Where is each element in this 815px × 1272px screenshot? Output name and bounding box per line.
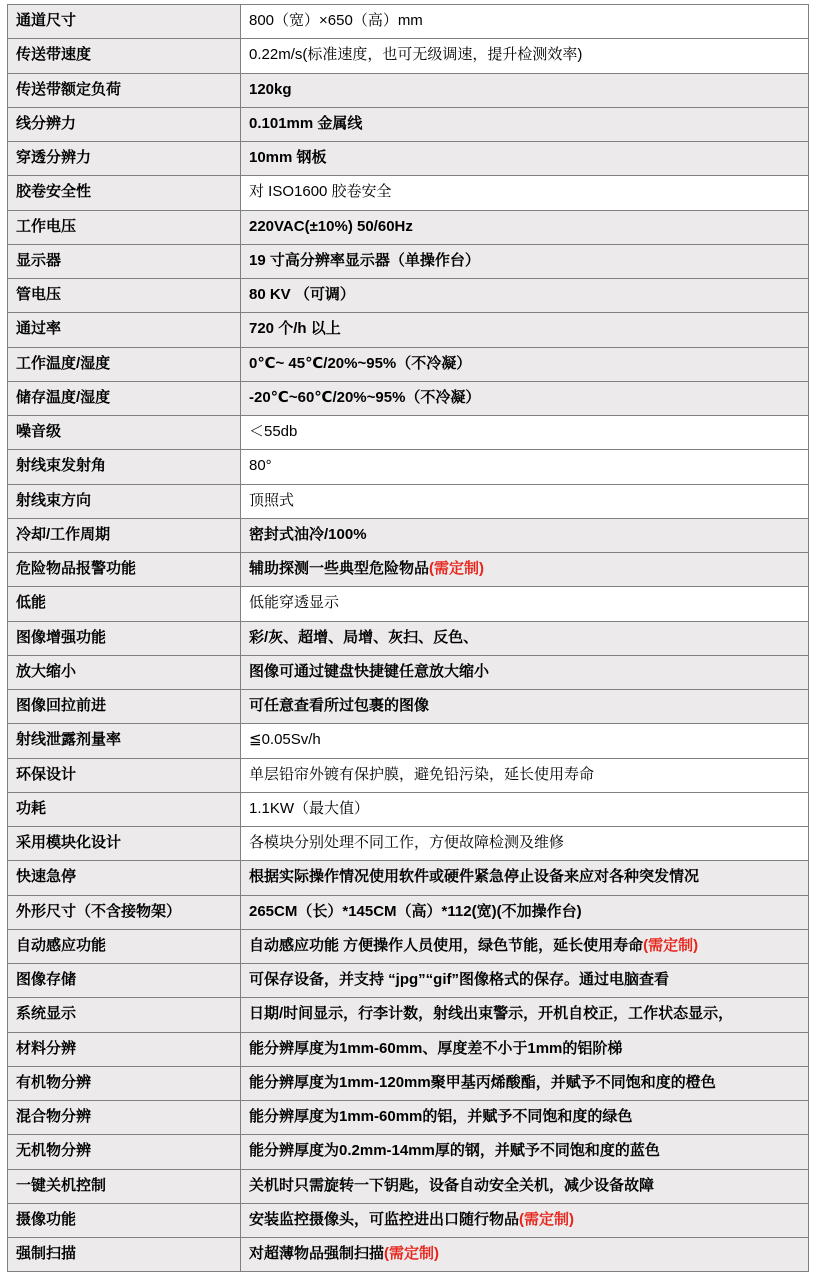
spec-label: 放大缩小 (8, 655, 241, 689)
spec-value (241, 1135, 809, 1169)
spec-value (241, 758, 809, 792)
spec-label: 穿透分辨力 (8, 142, 241, 176)
spec-label: 功耗 (8, 792, 241, 826)
spec-value-text: 220VAC(±10%) 50/60Hz (249, 217, 413, 235)
table-row (8, 1032, 809, 1066)
spec-label: 低能 (8, 587, 241, 621)
spec-value (241, 792, 809, 826)
spec-value (241, 998, 809, 1032)
spec-label: 传送带额定负荷 (8, 73, 241, 107)
spec-value (241, 861, 809, 895)
spec-label: 材料分辨 (8, 1032, 241, 1066)
spec-label: 快速急停 (8, 861, 241, 895)
spec-value-text: ＜55db (249, 423, 298, 440)
spec-value (241, 518, 809, 552)
spec-value (241, 1032, 809, 1066)
spec-value-text: 安装监控摄像头，可监控进出口随行物品 (249, 1210, 520, 1228)
table-row (8, 1101, 809, 1135)
spec-value-text: 80 KV （可调） (249, 286, 355, 303)
spec-label: 工作温度/湿度 (8, 347, 241, 381)
spec-value-text: 10mm 钢板 (249, 149, 327, 166)
spec-value (241, 279, 809, 313)
table-row (8, 1169, 809, 1203)
spec-value (241, 381, 809, 415)
specifications-table (7, 4, 809, 1272)
table-row (8, 450, 809, 484)
spec-value (241, 827, 809, 861)
spec-value-text: 19 寸高分辨率显示器（单操作台） (249, 251, 480, 269)
spec-value-text: -20℃~60℃/20%~95%（不冷凝） (249, 388, 481, 406)
spec-label: 无机物分辨 (8, 1135, 241, 1169)
spec-label: 冷却/工作周期 (8, 518, 241, 552)
spec-value (241, 1066, 809, 1100)
spec-value-text: 1.1KW（最大值） (249, 799, 370, 817)
spec-value-text: 根据实际操作情况使用软件或硬件紧急停止设备来应对各种突发情况 (249, 868, 700, 886)
spec-value-text: 能分辨厚度为1mm-120mm聚甲基丙烯酸酯，并赋予不同饱和度的橙色 (249, 1073, 716, 1091)
spec-value (241, 73, 809, 107)
table-row (8, 313, 809, 347)
spec-label: 显示器 (8, 244, 241, 278)
spec-value (241, 313, 809, 347)
spec-value-text: 80° (249, 457, 272, 475)
spec-label: 图像增强功能 (8, 621, 241, 655)
spec-value-text: 各模块分别处理不同工作，方便故障检测及维修 (249, 834, 565, 851)
spec-label: 外形尺寸（不含接物架） (8, 895, 241, 929)
spec-value (241, 210, 809, 244)
table-row (8, 1238, 809, 1272)
spec-label: 强制扫描 (8, 1238, 241, 1272)
spec-value-text: 可任意查看所过包裹的图像 (249, 697, 430, 714)
spec-value-text: 顶照式 (249, 491, 295, 509)
spec-label: 环保设计 (8, 758, 241, 792)
table-row (8, 347, 809, 381)
spec-label: 通过率 (8, 313, 241, 347)
spec-label: 系统显示 (8, 998, 241, 1032)
spec-value (241, 1203, 809, 1237)
table-row (8, 724, 809, 758)
spec-label: 传送带速度 (8, 39, 241, 73)
table-row (8, 176, 809, 210)
table-row (8, 1203, 809, 1237)
table-row (8, 1135, 809, 1169)
table-row (8, 690, 809, 724)
spec-value-text: 0.22m/s(标准速度，也可无级调速，提升检测效率) (249, 46, 583, 64)
spec-label: 管电压 (8, 279, 241, 313)
table-row (8, 587, 809, 621)
spec-value-note: (需定制) (429, 560, 485, 577)
table-row (8, 827, 809, 861)
table-row (8, 210, 809, 244)
table-row (8, 73, 809, 107)
table-row (8, 929, 809, 963)
spec-value-text: 密封式油冷/100% (249, 525, 367, 543)
spec-value-text: 图像可通过键盘快捷键任意放大缩小 (249, 662, 490, 680)
spec-value-text: 辅助探测一些典型危险物品 (249, 560, 430, 577)
table-row (8, 792, 809, 826)
spec-value-text: ≦0.05Sv/h (249, 731, 321, 749)
spec-value (241, 416, 809, 450)
spec-value-text: 可保存设备，并支持 “jpg”“gif”图像格式的保存。通过电脑查看 (249, 971, 669, 988)
spec-value-text: 低能穿透显示 (249, 594, 340, 612)
spec-value (241, 347, 809, 381)
spec-value-text: 0.101mm 金属线 (249, 114, 363, 132)
spec-value-text: 自动感应功能 方便操作人员使用，绿色节能，延长使用寿命 (249, 936, 644, 954)
spec-value (241, 484, 809, 518)
spec-label: 胶卷安全性 (8, 176, 241, 210)
spec-value-text: 能分辨厚度为0.2mm-14mm厚的钢，并赋予不同饱和度的蓝色 (249, 1142, 660, 1160)
table-row (8, 416, 809, 450)
table-row (8, 5, 809, 39)
spec-value-text: 0℃~ 45℃/20%~95%（不冷凝） (249, 354, 472, 372)
spec-value-text: 265CM（长）*145CM（高）*112(宽)(不加操作台) (249, 902, 582, 920)
table-row (8, 244, 809, 278)
table-row (8, 39, 809, 73)
table-row (8, 758, 809, 792)
table-row (8, 861, 809, 895)
spec-value-text: 彩/灰、超增、局增、灰扫、反色、 (249, 628, 479, 646)
spec-value (241, 724, 809, 758)
spec-label: 噪音级 (8, 416, 241, 450)
spec-value (241, 1238, 809, 1272)
spec-value (241, 107, 809, 141)
spec-label: 一键关机控制 (8, 1169, 241, 1203)
spec-label: 混合物分辨 (8, 1101, 241, 1135)
spec-value (241, 39, 809, 73)
table-row (8, 553, 809, 587)
spec-label: 危险物品报警功能 (8, 553, 241, 587)
table-row (8, 895, 809, 929)
spec-value-text: 日期/时间显示，行李计数，射线出束警示，开机自校正，工作状态显示， (249, 1005, 734, 1023)
spec-value (241, 690, 809, 724)
spec-value (241, 553, 809, 587)
spec-value-text: 能分辨厚度为1mm-60mm的铝，并赋予不同饱和度的绿色 (249, 1108, 633, 1125)
table-row (8, 518, 809, 552)
spec-value-text: 800（宽）×650（高）mm (249, 12, 423, 29)
spec-value-text: 单层铅帘外镀有保护膜，避免铅污染，延长使用寿命 (249, 765, 595, 783)
spec-label: 自动感应功能 (8, 929, 241, 963)
spec-value (241, 176, 809, 210)
spec-value (241, 1169, 809, 1203)
spec-value (241, 929, 809, 963)
spec-label: 射线泄露剂量率 (8, 724, 241, 758)
spec-value (241, 450, 809, 484)
spec-value-text: 能分辨厚度为1mm-60mm、厚度差不小于1mm的铝阶梯 (249, 1039, 623, 1057)
spec-value-note: (需定制) (384, 1245, 440, 1262)
spec-label: 工作电压 (8, 210, 241, 244)
spec-value-text: 关机时只需旋转一下钥匙，设备自动安全关机，减少设备故障 (249, 1176, 655, 1194)
spec-value-note: (需定制) (519, 1210, 575, 1228)
table-row (8, 964, 809, 998)
spec-label: 有机物分辨 (8, 1066, 241, 1100)
table-row (8, 107, 809, 141)
spec-value (241, 895, 809, 929)
spec-value (241, 655, 809, 689)
spec-value (241, 587, 809, 621)
spec-value (241, 621, 809, 655)
spec-label: 储存温度/湿度 (8, 381, 241, 415)
table-row (8, 998, 809, 1032)
table-row (8, 142, 809, 176)
spec-label: 射线束方向 (8, 484, 241, 518)
table-row (8, 621, 809, 655)
spec-value-text: 对超薄物品强制扫描 (249, 1245, 385, 1262)
specifications-table-body (8, 5, 809, 1272)
spec-value (241, 244, 809, 278)
spec-label: 射线束发射角 (8, 450, 241, 484)
spec-value-text: 对 ISO1600 胶卷安全 (249, 183, 392, 201)
spec-label: 图像回拉前进 (8, 690, 241, 724)
spec-label: 通道尺寸 (8, 5, 241, 39)
table-row (8, 484, 809, 518)
spec-label: 图像存储 (8, 964, 241, 998)
spec-value (241, 964, 809, 998)
spec-label: 线分辨力 (8, 107, 241, 141)
spec-value-text: 120kg (249, 80, 292, 98)
spec-value-text: 720 个/h 以上 (249, 320, 341, 338)
table-row (8, 1066, 809, 1100)
spec-label: 摄像功能 (8, 1203, 241, 1237)
spec-value (241, 1101, 809, 1135)
spec-value-note: (需定制) (643, 936, 699, 954)
table-row (8, 655, 809, 689)
table-row (8, 381, 809, 415)
table-row (8, 279, 809, 313)
spec-label: 采用模块化设计 (8, 827, 241, 861)
spec-value (241, 5, 809, 39)
spec-value (241, 142, 809, 176)
